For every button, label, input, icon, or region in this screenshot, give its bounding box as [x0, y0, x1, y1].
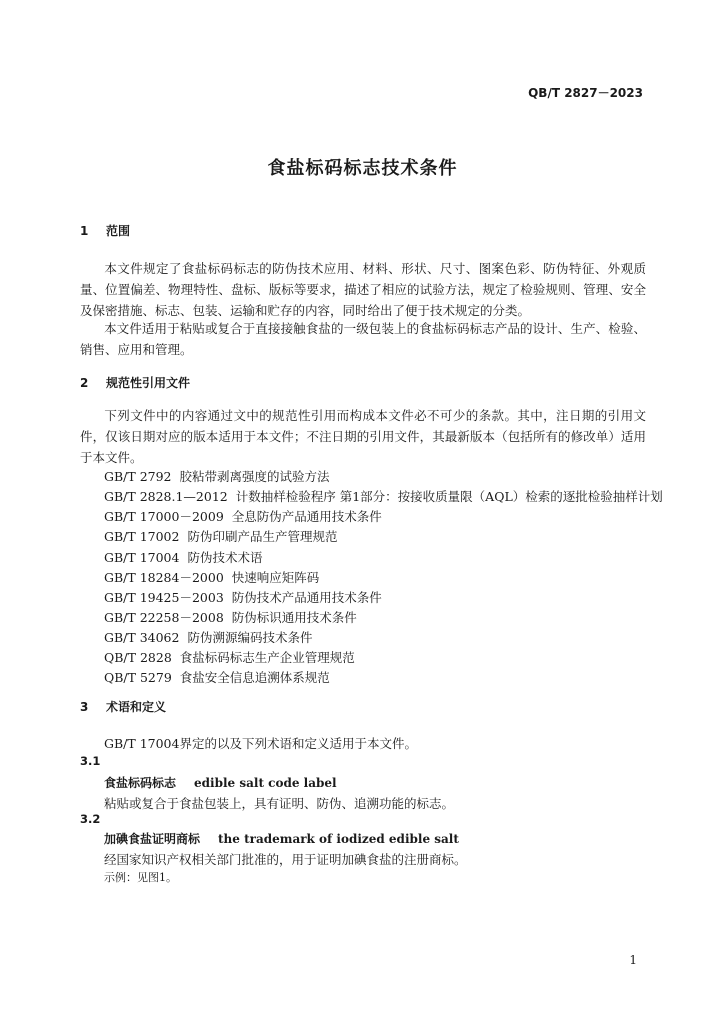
section-number: 1 [80, 224, 89, 238]
term-name: 食盐标码标志 edible salt code label [104, 776, 337, 790]
section-title: 术语和定义 [106, 700, 167, 714]
section-title: 范围 [106, 224, 131, 238]
term-name: 加碘食盐证明商标 the trademark of iodized edible salt [104, 832, 459, 846]
reference-item: GB/T 17004 防伪技术术语 [104, 550, 263, 565]
section-number: 2 [80, 376, 89, 390]
reference-item: GB/T 2828.1—2012 计数抽样检验程序 第1部分：按接收质量限（AQL）检索的逐批检验抽样计划 [104, 489, 663, 504]
reference-item: GB/T 17002 防伪印刷产品生产管理规范 [104, 529, 338, 544]
reference-item: QB/T 2828 食盐标码标志生产企业管理规范 [104, 650, 355, 665]
section-heading-normative-references [80, 374, 190, 391]
scope-paragraph-2: 本文件适用于粘贴或复合于直接接触食盐的一级包装上的食盐标码标志产品的设计、生产、检验、销售、应用和管理。 [80, 321, 646, 357]
page-number: 1 [629, 953, 637, 967]
term-definition: 粘贴或复合于食盐包装上，具有证明、防伪、追溯功能的标志。 [104, 796, 455, 811]
reference-item: GB/T 17000－2009 全息防伪产品通用技术条件 [104, 509, 382, 524]
term-number: 3.1 [80, 754, 101, 768]
reference-item: GB/T 22258－2008 防伪标识通用技术条件 [104, 610, 357, 625]
reference-item: GB/T 18284－2000 快速响应矩阵码 [104, 570, 320, 585]
terms-intro: GB/T 17004界定的以及下列术语和定义适用于本文件。 [104, 736, 417, 751]
term-number: 3.2 [80, 812, 101, 826]
section-heading-terms-definitions [80, 698, 166, 715]
scope-paragraph-1: 本文件规定了食盐标码标志的防伪技术应用、材料、形状、尺寸、图案色彩、防伪特征、外观质量、位置偏差、物理特性、盘标、版标等要求，描述了相应的试验方法，规定了检验规则、管理、安全及保密措施、标志、包装、运输和贮存的内容，同时给出了便于技术规定的分类。 [80, 261, 646, 318]
section-title: 规范性引用文件 [106, 376, 191, 390]
section-number: 3 [80, 700, 89, 714]
reference-item: GB/T 19425－2003 防伪技术产品通用技术条件 [104, 590, 382, 605]
reference-item: GB/T 2792 胶粘带剥离强度的试验方法 [104, 469, 330, 484]
document-title: 食盐标码标志技术条件 [267, 158, 458, 179]
term-definition: 经国家知识产权相关部门批准的，用于证明加碘食盐的注册商标。 [104, 852, 467, 867]
section-heading-scope [80, 222, 130, 239]
document-code: QB/T 2827－2023 [528, 86, 643, 100]
references-intro: 下列文件中的内容通过文中的规范性引用而构成本文件必不可少的条款。其中，注日期的引用文件，仅该日期对应的版本适用于本文件；不注日期的引用文件，其最新版本（包括所有的修改单）适用于本文件。 [80, 408, 646, 465]
term-example: 示例：见图1。 [104, 871, 177, 884]
reference-item: QB/T 5279 食盐安全信息追溯体系规范 [104, 670, 330, 685]
reference-item: GB/T 34062 防伪溯源编码技术条件 [104, 630, 313, 645]
